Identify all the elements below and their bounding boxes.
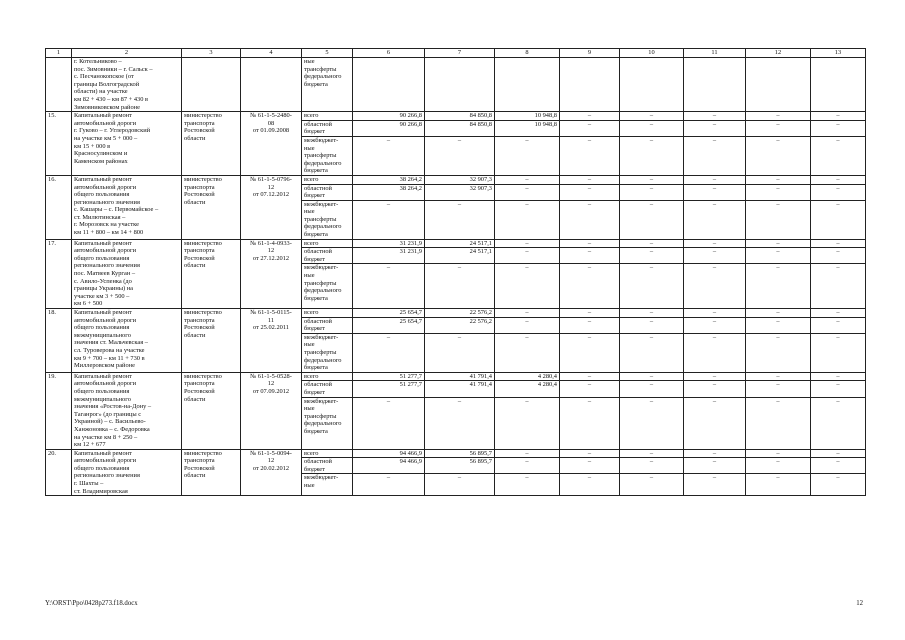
- amount-cell: 4 280,4: [495, 381, 560, 397]
- table-row: [46, 239, 866, 248]
- amount-cell: –: [746, 449, 811, 458]
- object-name: Капитальный ремонт автомобильной дороги общего пользования межмуниципального значения ст. Мальчевская – сл. Туроверова на участке км 9 + 700 – км 11 + 730 в Миллеровском районе: [72, 309, 182, 373]
- program-table: [45, 48, 866, 496]
- amount-cell: –: [425, 474, 495, 496]
- amount-cell: –: [684, 458, 746, 474]
- amount-cell: –: [495, 264, 560, 309]
- amount-cell: –: [684, 372, 746, 381]
- object-name: Капитальный ремонт автомобильной дороги общего пользования регионального значения г. Шахты – ст. Владимировская: [72, 449, 182, 496]
- amount-cell: 38 264,2: [353, 175, 425, 184]
- amount-cell: 32 907,3: [425, 184, 495, 200]
- amount-cell: 84 850,8: [425, 120, 495, 136]
- funding-kind: областной бюджет: [302, 458, 353, 474]
- amount-cell: –: [746, 372, 811, 381]
- amount-cell: –: [495, 474, 560, 496]
- amount-cell: –: [495, 449, 560, 458]
- amount-cell: –: [495, 248, 560, 264]
- table-row: [46, 372, 866, 381]
- funding-kind: областной бюджет: [302, 184, 353, 200]
- amount-cell: –: [684, 474, 746, 496]
- amount-cell: 31 231,9: [353, 248, 425, 264]
- contract: № 61-1-5-0796- 12 от 07.12.2012: [241, 175, 302, 239]
- amount-cell: –: [811, 381, 866, 397]
- amount-cell: –: [353, 200, 425, 239]
- amount-cell: –: [560, 458, 620, 474]
- amount-cell: –: [811, 200, 866, 239]
- amount-cell: –: [811, 175, 866, 184]
- page-number: 12: [856, 600, 863, 607]
- amount-cell: –: [620, 200, 684, 239]
- funding-kind: межбюджет- ные трансферты федерального бюджета: [302, 397, 353, 449]
- amount-cell: –: [620, 120, 684, 136]
- amount-cell: –: [684, 184, 746, 200]
- organization: министерство транспорта Ростовской области: [182, 449, 241, 496]
- organization: министерство транспорта Ростовской области: [182, 175, 241, 239]
- amount-cell: –: [560, 372, 620, 381]
- table-row: [46, 112, 866, 121]
- amount-cell: 84 850,8: [425, 112, 495, 121]
- amount-cell: –: [684, 175, 746, 184]
- row-number: 15.: [46, 112, 72, 176]
- amount-cell: –: [495, 397, 560, 449]
- amount-cell: –: [811, 120, 866, 136]
- amount-cell: –: [620, 264, 684, 309]
- table-body: [46, 49, 866, 496]
- funding-kind: межбюджет- ные трансферты федерального бюджета: [302, 264, 353, 309]
- amount-cell: –: [620, 239, 684, 248]
- object-name: Капитальный ремонт автомобильной дороги общего пользования межмуниципального значения «Ростов-на-Дону – Таганрог» (до границы с Украиной) – с. Васильево- Ханжоновка – с. Федоровка на участке км 8 + 250 – км 12 + 677: [72, 372, 182, 449]
- amount-cell: –: [811, 474, 866, 496]
- funding-kind: всего: [302, 449, 353, 458]
- amount-cell: –: [811, 239, 866, 248]
- amount-cell: –: [746, 112, 811, 121]
- amount-cell: 90 266,8: [353, 120, 425, 136]
- amount-cell: 38 264,2: [353, 184, 425, 200]
- object-name: Капитальный ремонт автомобильной дороги общего пользования регионального значения с. Кашары – с. Первомайское – ст. Милютинская – г. Морозовск на участке км 11 + 800 – км 14 + 800: [72, 175, 182, 239]
- amount-cell: –: [620, 381, 684, 397]
- amount-cell: –: [560, 112, 620, 121]
- amount-cell: –: [746, 458, 811, 474]
- amount-cell: –: [746, 120, 811, 136]
- amount-cell: 25 654,7: [353, 317, 425, 333]
- amount-cell: –: [495, 200, 560, 239]
- amount-cell: –: [620, 397, 684, 449]
- amount-cell: –: [560, 449, 620, 458]
- amount-cell: –: [746, 317, 811, 333]
- header-cell: 8: [495, 49, 560, 58]
- contract: № 61-1-5-0528- 12 от 07.09.2012: [241, 372, 302, 449]
- amount-cell: 22 576,2: [425, 309, 495, 318]
- funding-kind: всего: [302, 175, 353, 184]
- amount-cell: –: [811, 264, 866, 309]
- amount-cell: 94 466,9: [353, 449, 425, 458]
- amount-cell: 24 517,1: [425, 248, 495, 264]
- header-cell: 4: [241, 49, 302, 58]
- amount-cell: –: [684, 309, 746, 318]
- funding-kind: областной бюджет: [302, 381, 353, 397]
- amount-cell: –: [560, 309, 620, 318]
- amount-cell: 31 231,9: [353, 239, 425, 248]
- amount-cell: –: [495, 184, 560, 200]
- amount-cell: 56 895,7: [425, 458, 495, 474]
- amount-cell: –: [353, 136, 425, 175]
- funding-kind: областной бюджет: [302, 248, 353, 264]
- amount-cell: –: [495, 175, 560, 184]
- funding-kind: областной бюджет: [302, 120, 353, 136]
- row-number: 16.: [46, 175, 72, 239]
- amount-cell: –: [684, 381, 746, 397]
- contract: № 61-1-5-0115- 11 от 25.02.2011: [241, 309, 302, 373]
- amount-cell: –: [425, 136, 495, 175]
- table-row: [46, 175, 866, 184]
- amount-cell: –: [746, 474, 811, 496]
- amount-cell: –: [684, 112, 746, 121]
- organization: министерство транспорта Ростовской области: [182, 112, 241, 176]
- amount-cell: –: [425, 333, 495, 372]
- contract: № 61-1-4-0933- 12 от 27.12.2012: [241, 239, 302, 308]
- row-number: 20.: [46, 449, 72, 496]
- amount-cell: –: [684, 136, 746, 175]
- amount-cell: –: [560, 317, 620, 333]
- amount-cell: 41 791,4: [425, 372, 495, 381]
- header-cell: 9: [560, 49, 620, 58]
- funding-kind: межбюджет- ные: [302, 474, 353, 496]
- amount-cell: –: [620, 372, 684, 381]
- amount-cell: –: [811, 309, 866, 318]
- amount-cell: –: [620, 333, 684, 372]
- amount-cell: –: [425, 397, 495, 449]
- amount-cell: 56 895,7: [425, 449, 495, 458]
- amount-cell: 32 907,3: [425, 175, 495, 184]
- amount-cell: 4 280,4: [495, 372, 560, 381]
- amount-cell: –: [353, 397, 425, 449]
- amount-cell: –: [684, 200, 746, 239]
- amount-cell: –: [746, 136, 811, 175]
- header-cell: 7: [425, 49, 495, 58]
- amount-cell: –: [684, 239, 746, 248]
- amount-cell: –: [746, 309, 811, 318]
- amount-cell: –: [560, 184, 620, 200]
- organization: [182, 58, 241, 112]
- amount-cell: –: [495, 317, 560, 333]
- amount-cell: –: [811, 458, 866, 474]
- amount-cell: –: [560, 264, 620, 309]
- amount-cell: –: [746, 175, 811, 184]
- amount-cell: –: [746, 184, 811, 200]
- amount-cell: –: [746, 264, 811, 309]
- amount-cell: –: [746, 333, 811, 372]
- header-cell: 2: [72, 49, 182, 58]
- amount-cell: –: [811, 372, 866, 381]
- amount-cell: –: [684, 264, 746, 309]
- amount-cell: –: [620, 458, 684, 474]
- amount-cell: 10 948,8: [495, 120, 560, 136]
- amount-cell: –: [746, 239, 811, 248]
- amount-cell: –: [746, 397, 811, 449]
- funding-kind: всего: [302, 112, 353, 121]
- amount-cell: –: [620, 248, 684, 264]
- amount-cell: 24 517,1: [425, 239, 495, 248]
- row-number: [46, 58, 72, 112]
- file-path: Y:\ORST\Ppo\0428p273.f18.docx: [45, 600, 138, 607]
- amount-cell: –: [620, 317, 684, 333]
- amount-cell: –: [560, 333, 620, 372]
- amount-cell: –: [620, 184, 684, 200]
- header-cell: 10: [620, 49, 684, 58]
- amount-cell: –: [811, 248, 866, 264]
- amount-cell: –: [425, 264, 495, 309]
- amount-cell: –: [560, 175, 620, 184]
- amount-cell: –: [620, 175, 684, 184]
- row-number: 18.: [46, 309, 72, 373]
- row-number: 17.: [46, 239, 72, 308]
- contract: № 61-1-5-2480- 08 от 01.09.2008: [241, 112, 302, 176]
- amount-cell: –: [620, 449, 684, 458]
- funding-kind: межбюджет- ные трансферты федерального бюджета: [302, 136, 353, 175]
- table-row: [46, 309, 866, 318]
- funding-kind: всего: [302, 372, 353, 381]
- header-row: [46, 49, 866, 58]
- amount-cell: –: [495, 239, 560, 248]
- amount-cell: –: [560, 136, 620, 175]
- amount-cell: –: [495, 333, 560, 372]
- amount-cell: –: [811, 449, 866, 458]
- header-cell: 3: [182, 49, 241, 58]
- amount-cell: –: [560, 397, 620, 449]
- header-cell: 5: [302, 49, 353, 58]
- amount-cell: 10 948,8: [495, 112, 560, 121]
- amount-cell: –: [495, 458, 560, 474]
- amount-cell: 51 277,7: [353, 381, 425, 397]
- funding-kind: межбюджет- ные трансферты федерального бюджета: [302, 200, 353, 239]
- header-cell: 13: [811, 49, 866, 58]
- header-cell: 12: [746, 49, 811, 58]
- amount-cell: –: [560, 120, 620, 136]
- amount-cell: –: [560, 200, 620, 239]
- amount-cell: –: [746, 200, 811, 239]
- contract: [241, 58, 302, 112]
- amount-cell: 41 791,4: [425, 381, 495, 397]
- amount-cell: –: [620, 309, 684, 318]
- object-name: Капитальный ремонт автомобильной дороги общего пользования регионального значения пос. Матвеев Курган – с. Авило-Успенка (до границы Украины) на участке км 3 + 500 – км 6 + 500: [72, 239, 182, 308]
- funding-kind: межбюджет- ные трансферты федерального бюджета: [302, 333, 353, 372]
- amount-cell: –: [620, 136, 684, 175]
- funding-kind: всего: [302, 239, 353, 248]
- amount-cell: –: [560, 381, 620, 397]
- amount-cell: –: [425, 200, 495, 239]
- organization: министерство транспорта Ростовской области: [182, 372, 241, 449]
- continuation-row: [46, 58, 866, 112]
- amount-cell: –: [811, 317, 866, 333]
- header-cell: 11: [684, 49, 746, 58]
- amount-cell: 22 576,2: [425, 317, 495, 333]
- contract: № 61-1-5-0094- 12 от 20.02.2012: [241, 449, 302, 496]
- amount-cell: –: [746, 381, 811, 397]
- organization: министерство транспорта Ростовской области: [182, 239, 241, 308]
- amount-cell: 94 466,9: [353, 458, 425, 474]
- object-name: г. Котельниково – пос. Зимовники – г. Сальск – с. Песчанокопское (от границы Волгоградской области) на участке км 82 + 430 – км 87 + 430 в Зимовниковском районе: [72, 58, 182, 112]
- amount-cell: –: [811, 112, 866, 121]
- amount-cell: –: [684, 397, 746, 449]
- amount-cell: –: [811, 397, 866, 449]
- organization: министерство транспорта Ростовской области: [182, 309, 241, 373]
- amount-cell: –: [353, 474, 425, 496]
- amount-cell: –: [560, 474, 620, 496]
- amount-cell: –: [684, 317, 746, 333]
- funding-kind: областной бюджет: [302, 317, 353, 333]
- amount-cell: –: [684, 449, 746, 458]
- amount-cell: –: [560, 248, 620, 264]
- amount-cell: –: [811, 136, 866, 175]
- amount-cell: 90 266,8: [353, 112, 425, 121]
- amount-cell: –: [495, 136, 560, 175]
- amount-cell: –: [684, 248, 746, 264]
- amount-cell: –: [620, 474, 684, 496]
- amount-cell: 25 654,7: [353, 309, 425, 318]
- amount-cell: 51 277,7: [353, 372, 425, 381]
- row-number: 19.: [46, 372, 72, 449]
- amount-cell: –: [353, 264, 425, 309]
- amount-cell: –: [811, 333, 866, 372]
- object-name: Капитальный ремонт автомобильной дороги г. Гуково – г. Углеродовский на участке км 5 + 000 – км 15 + 000 в Красносулинском и Каменском районах: [72, 112, 182, 176]
- amount-cell: –: [684, 333, 746, 372]
- funding-kind: всего: [302, 309, 353, 318]
- header-cell: 6: [353, 49, 425, 58]
- amount-cell: –: [620, 112, 684, 121]
- table-row: [46, 449, 866, 458]
- amount-cell: –: [746, 248, 811, 264]
- amount-cell: –: [495, 309, 560, 318]
- header-cell: 1: [46, 49, 72, 58]
- amount-cell: –: [353, 333, 425, 372]
- funding-kind: ные трансферты федерального бюджета: [302, 58, 353, 112]
- amount-cell: –: [684, 120, 746, 136]
- amount-cell: –: [560, 239, 620, 248]
- amount-cell: –: [811, 184, 866, 200]
